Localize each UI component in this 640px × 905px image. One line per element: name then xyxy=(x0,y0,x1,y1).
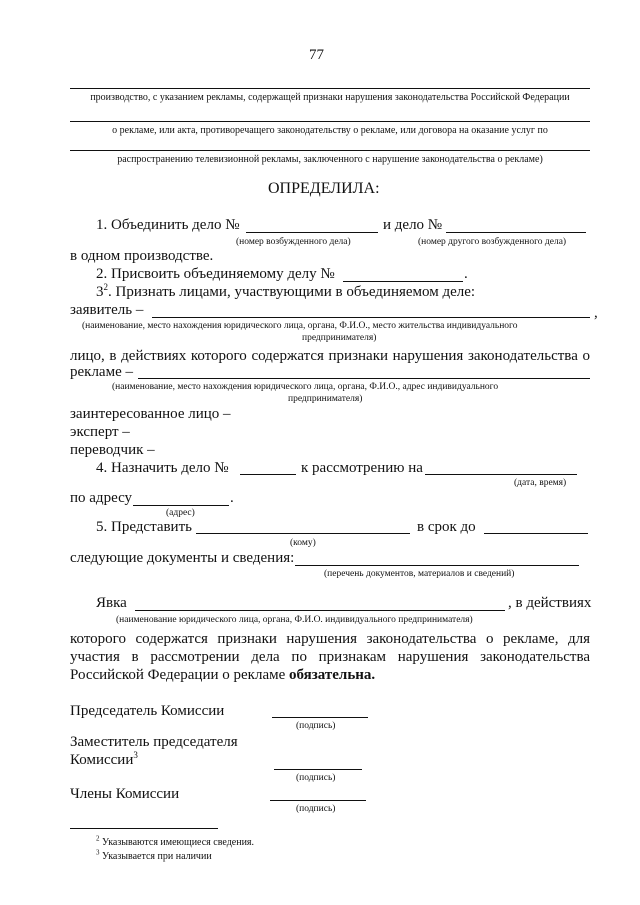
item4-text-a: 4. Назначить дело № xyxy=(96,460,229,476)
footnote-text: Указываются имеющиеся сведения. xyxy=(102,837,255,848)
blank-line xyxy=(343,281,463,282)
violator-text: лицо, в действиях которого содержатся признаки нарушения законодательства о xyxy=(70,348,590,364)
applicant-label: заявитель – xyxy=(70,302,144,318)
blank-line xyxy=(196,533,410,534)
appearance-label: Явка xyxy=(96,595,127,611)
page-number: 77 xyxy=(309,47,324,63)
footnote-text: Указывается при наличии xyxy=(102,851,212,862)
caption: (номер другого возбужденного дела) xyxy=(418,237,567,247)
header-line-1: производство, с указанием рекламы, содержащей признаки нарушения законодательства Российской Федерации xyxy=(90,92,570,103)
item2-end: . xyxy=(464,266,468,282)
header-rule xyxy=(70,88,590,89)
blank-line xyxy=(446,232,586,233)
caption: предпринимателя) xyxy=(288,394,363,404)
item1-text-b: и дело № xyxy=(383,217,443,233)
footnote-mark: 3 xyxy=(96,848,100,857)
signature-deputy-label-2 xyxy=(70,751,138,769)
item1-continuation: в одном производстве. xyxy=(70,248,214,264)
item3-label: . Признать лицами, участвующими в объединяемом деле: xyxy=(108,284,476,300)
blank-line xyxy=(484,533,588,534)
footnote xyxy=(96,848,212,863)
caption: (наименование, место нахождения юридического лица, органа, Ф.И.О., место жительства индивидуального xyxy=(82,321,518,331)
footnote-rule xyxy=(70,828,218,829)
appearance-line-3-bold: обязательна. xyxy=(289,667,376,683)
signature-line xyxy=(274,769,362,770)
item5-text-b: в срок до xyxy=(417,519,476,535)
appearance-line-3-text: Российской Федерации о рекламе xyxy=(70,667,290,683)
blank-line xyxy=(152,317,590,318)
item2-text: 2. Присвоить объединяемому делу № xyxy=(96,266,335,282)
signature-caption: (подпись) xyxy=(296,804,336,814)
appearance-line-2: участия в рассмотрении дела по признакам нарушения законодательства xyxy=(70,649,590,665)
signature-line xyxy=(272,717,368,718)
appearance-end: , в действиях xyxy=(508,595,592,611)
signature-deputy-text: Комиссии xyxy=(70,752,134,768)
header-rule xyxy=(70,150,590,151)
blank-line xyxy=(425,474,577,475)
footnote xyxy=(96,834,255,849)
item1-text-a: 1. Объединить дело № xyxy=(96,217,240,233)
caption: (адрес) xyxy=(166,508,195,518)
caption: (наименование, место нахождения юридического лица, органа, Ф.И.О., адрес индивидуального xyxy=(112,382,499,392)
address-end: . xyxy=(230,490,234,506)
footnote-mark: 3 xyxy=(133,750,138,760)
participant-interested: заинтересованное лицо – xyxy=(70,406,231,422)
signature-members-label: Члены Комиссии xyxy=(70,786,180,802)
signature-chairman-label: Председатель Комиссии xyxy=(70,703,225,719)
item3-text xyxy=(96,283,475,301)
footnote-mark: 2 xyxy=(96,834,100,843)
appearance-line-3 xyxy=(70,666,375,684)
caption: (номер возбужденного дела) xyxy=(236,237,351,247)
signature-caption: (подпись) xyxy=(296,721,336,731)
item3-number: 3 xyxy=(96,284,104,300)
violator-label: рекламе – xyxy=(70,364,133,380)
caption: (кому) xyxy=(290,538,316,548)
signature-caption: (подпись) xyxy=(296,773,336,783)
participant-expert: эксперт – xyxy=(70,424,130,440)
blank-line xyxy=(240,474,296,475)
caption: (перечень документов, материалов и сведений) xyxy=(324,569,515,579)
caption: предпринимателя) xyxy=(302,333,377,343)
item4-text-b: к рассмотрению на xyxy=(301,460,423,476)
caption: (наименование юридического лица, органа, Ф.И.О. индивидуального предпринимателя) xyxy=(116,615,473,625)
footnote-mark: 2 xyxy=(103,282,108,292)
participant-translator: переводчик – xyxy=(70,442,155,458)
header-line-2: о рекламе, или акта, противоречащего законодательству о рекламе, или договора на оказание услуг по xyxy=(112,125,548,136)
address-label: по адресу xyxy=(70,490,133,506)
docs-label: следующие документы и сведения: xyxy=(70,550,295,566)
caption: (дата, время) xyxy=(514,478,567,488)
blank-line xyxy=(138,378,590,379)
signature-line xyxy=(270,800,366,801)
blank-line xyxy=(295,565,579,566)
blank-line xyxy=(135,610,505,611)
applicant-comma: , xyxy=(594,305,598,321)
header-line-3: распространению телевизионной рекламы, заключенного с нарушение законодательства о рекламе) xyxy=(117,154,543,165)
blank-line xyxy=(246,232,378,233)
appearance-line-1: которого содержатся признаки нарушения законодательства о рекламе, для xyxy=(70,631,590,647)
page-title: ОПРЕДЕЛИЛА: xyxy=(268,180,380,197)
blank-line xyxy=(133,505,229,506)
item5-text-a: 5. Представить xyxy=(96,519,192,535)
header-rule xyxy=(70,121,590,122)
signature-deputy-label-1: Заместитель председателя xyxy=(70,734,238,750)
